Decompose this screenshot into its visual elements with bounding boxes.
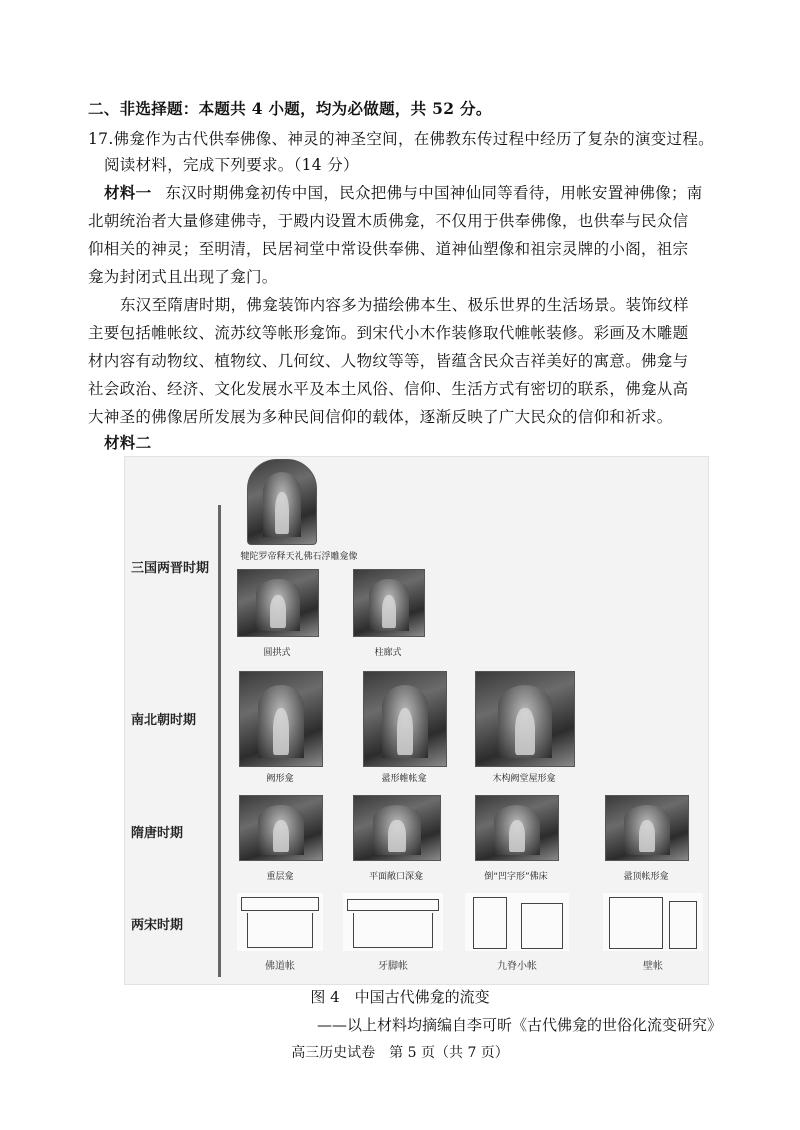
image-caption: 佛道帐: [265, 961, 295, 972]
niche-image: [353, 569, 425, 637]
period-label: 两宋时期: [131, 918, 184, 933]
material1-text: 大神圣的佛像居所发展为多种民间信仰的载体，逐渐反映了广大民众的信仰和祈求。: [88, 408, 673, 426]
canopy-drawing: [603, 893, 703, 951]
niche-image: [239, 671, 323, 767]
source-note: ——以上材料均摘编自李可昕《古代佛龛的世俗化流变研究》: [316, 1016, 722, 1034]
material1-first-line: [104, 182, 703, 204]
niche-image: [475, 795, 559, 861]
image-caption: 重层龛: [266, 872, 294, 882]
question-17-line2: 阅读材料，完成下列要求。（14 分）: [104, 156, 359, 174]
period-label: 三国两晋时期: [131, 561, 210, 576]
image-caption: 盝顶帐形龛: [623, 872, 669, 882]
material1-text: 龛为封闭式且出现了龛门。: [88, 268, 278, 286]
relief-image: [247, 459, 317, 545]
niche-image: [605, 795, 689, 861]
material1-text: 仰相关的神灵；至明清，民居祠堂中常设供奉佛、道神仙塑像和祖宗灵牌的小阁，祖宗: [88, 240, 689, 258]
material1-label: 材料一: [104, 183, 152, 202]
niche-image: [237, 569, 319, 637]
section-heading: 二、非选择题：本题共 4 小题，均为必做题，共 52 分。: [88, 99, 492, 118]
image-caption: 平面敞口深龛: [368, 872, 423, 882]
canopy-drawing: [343, 893, 443, 951]
image-caption: 圆拱式: [263, 648, 291, 658]
image-caption: 倒“凹字形”佛床: [484, 872, 548, 882]
material1-text: 北朝统治者大量修建佛寺，于殿内设置木质佛龛，不仅用于供奉佛像，也供奉与民众信: [88, 212, 689, 230]
figure-4-niche-evolution: [124, 456, 709, 985]
material1-text: 东汉时期佛龛初传中国，民众把佛与中国神仙同等看待，用帐安置神佛像；南: [165, 184, 703, 202]
period-label: 隋唐时期: [131, 826, 184, 841]
image-caption: 牙脚帐: [378, 961, 408, 972]
image-caption: 柱廊式: [374, 648, 402, 658]
niche-image: [475, 671, 575, 767]
image-caption: 木构阙堂屋形龛: [492, 774, 556, 784]
niche-image: [353, 795, 441, 861]
canopy-drawing: [237, 893, 323, 951]
material1-text: 社会政治、经济、文化发展水平及本土风俗、信仰、生活方式有密切的联系，佛龛从高: [88, 380, 689, 398]
period-label: 南北朝时期: [131, 713, 197, 728]
page-footer: 高三历史试卷 第 5 页（共 7 页）: [291, 1045, 509, 1061]
material1-text: 东汉至隋唐时期，佛龛装饰内容多为描绘佛本生、极乐世界的生活场景。装饰纹样: [120, 296, 689, 314]
material2-label: 材料二: [104, 433, 152, 452]
niche-image: [363, 671, 447, 767]
image-caption: 盝形帷帐龛: [381, 774, 427, 784]
figure-title: 图 4 中国古代佛龛的流变: [310, 988, 490, 1006]
niche-image: [239, 795, 323, 861]
image-caption: 阙形龛: [266, 774, 294, 784]
image-caption: 壁帐: [643, 961, 663, 972]
image-caption: 犍陀罗帝释天礼佛石浮雕龛像: [240, 552, 358, 562]
canopy-drawing: [465, 893, 569, 951]
question-17-line1: 17.佛龛作为古代供奉佛像、神灵的神圣空间，在佛教东传过程中经历了复杂的演变过程。: [88, 130, 714, 148]
material1-text: 材内容有动物纹、植物纹、几何纹、人物纹等等，皆蕴含民众吉祥美好的寓意。佛龛与: [88, 352, 689, 370]
image-caption: 九脊小帐: [497, 961, 537, 972]
material1-text: 主要包括帷帐纹、流苏纹等帐形龛饰。到宋代小木作装修取代帷帐装修。彩画及木雕题: [88, 324, 689, 342]
